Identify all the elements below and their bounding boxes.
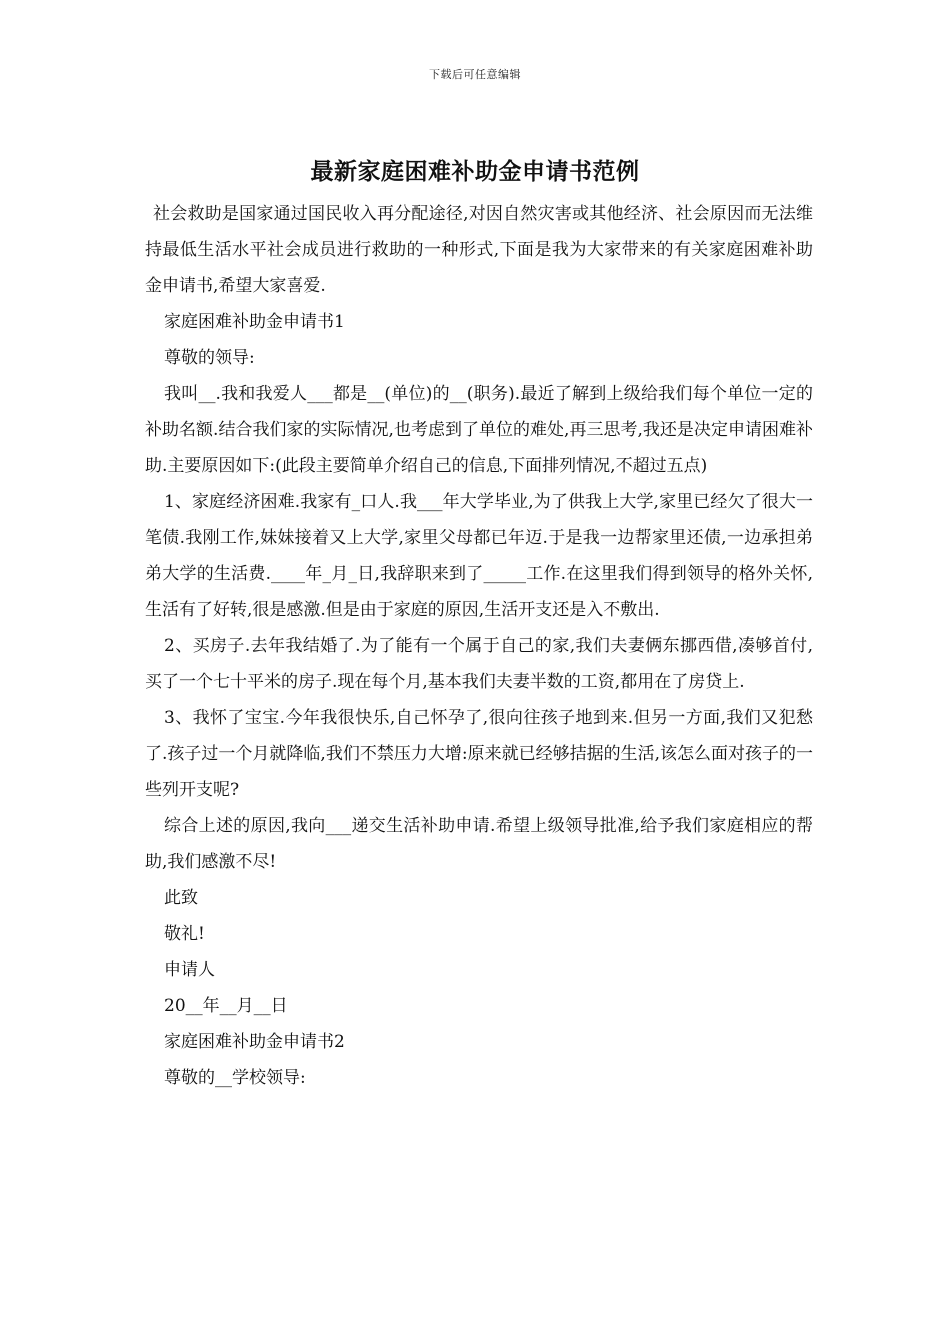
reason-paragraph-2: 2、买房子.去年我结婚了.为了能有一个属于自己的家,我们夫妻俩东挪西借,凑够首付,买了一个七十平米的房子.现在每个月,基本我们夫妻半数的工资,都用在了房贷上. [145,636,813,692]
section-heading-1: 家庭困难补助金申请书1 [164,312,345,332]
conclusion-paragraph: 综合上述的原因,我向___递交生活补助申请.希望上级领导批准,给予我们家庭相应的帮助,我们感激不尽! [145,816,813,872]
closing-line-2: 敬礼! [164,924,205,944]
date-line: 20__年__月__日 [164,996,288,1016]
section-heading-2: 家庭困难补助金申请书2 [164,1032,345,1052]
intro-paragraph: 社会救助是国家通过国民收入再分配途径,对因自然灾害或其他经济、社会原因而无法维持最低生活水平社会成员进行救助的一种形式,下面是我为大家带来的有关家庭困难补助金申请书,希望大家喜爱. [145,204,813,296]
document-body [145,196,813,1096]
reason-paragraph-3: 3、我怀了宝宝.今年我很快乐,自己怀孕了,很向往孩子地到来.但另一方面,我们又犯愁了.孩子过一个月就降临,我们不禁压力大增:原来就已经够拮据的生活,该怎么面对孩子的一些列开支呢? [145,708,813,800]
salutation-1: 尊敬的领导: [164,348,255,368]
body-paragraph: 我叫__.我和我爱人___都是__(单位)的__(职务).最近了解到上级给我们每个单位一定的补助名额.结合我们家的实际情况,也考虑到了单位的难处,再三思考,我还是决定申请困难补助.主要原因如下:(此段主要简单介绍自己的信息,下面排列情况,不超过五点) [145,384,813,476]
closing-line-1: 此致 [164,888,198,908]
reason-paragraph-1: 1、家庭经济困难.我家有_口人.我___年大学毕业,为了供我上大学,家里已经欠了很大一笔债.我刚工作,妹妹接着又上大学,家里父母都已年迈.于是我一边帮家里还债,一边承担弟弟大学的生活费.____年_月_日,我辞职来到了_____工作.在这里我们得到领导的格外关怀,生活有了好转,很是感激.但是由于家庭的原因,生活开支还是入不敷出. [145,492,813,620]
applicant-label: 申请人 [164,960,215,980]
salutation-2: 尊敬的__学校领导: [164,1068,306,1088]
header-note: 下载后可任意编辑 [429,68,521,81]
document-title: 最新家庭困难补助金申请书范例 [310,158,640,185]
